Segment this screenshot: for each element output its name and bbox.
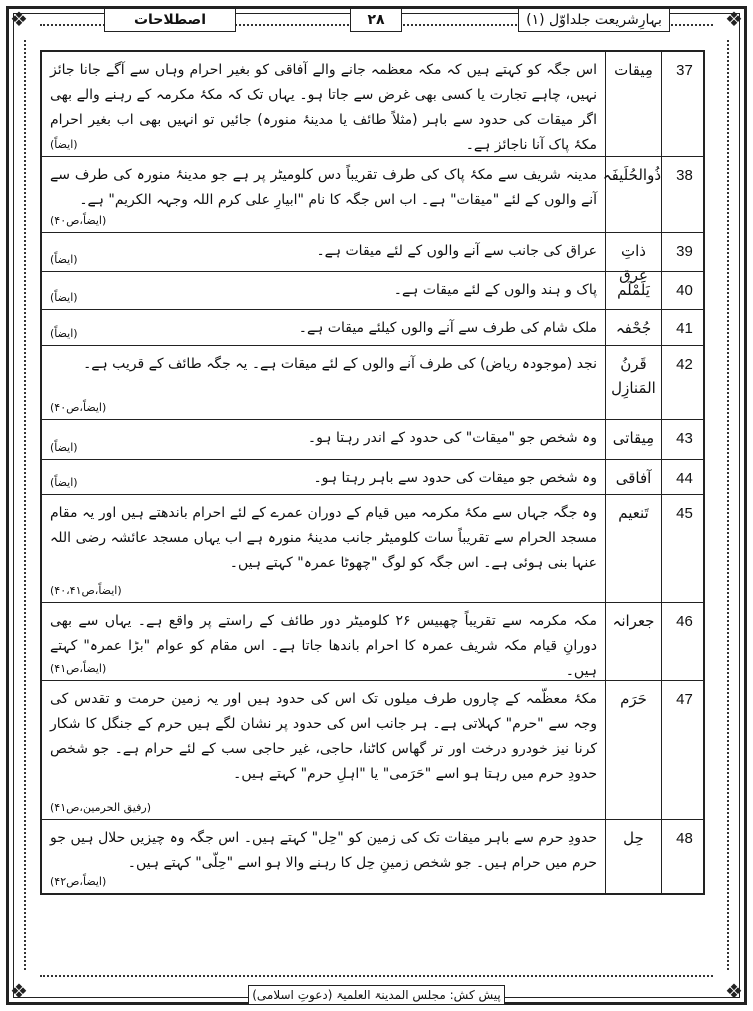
reference: (ایضاً)	[50, 291, 78, 304]
frame-dots-left	[24, 40, 26, 970]
row-number: 47	[661, 681, 707, 819]
table-row	[42, 602, 703, 680]
reference: (رفیق الحرمین،ص۴۱)	[50, 801, 151, 814]
row-number: 48	[661, 820, 707, 893]
row-number: 42	[661, 346, 707, 419]
row-number: 45	[661, 495, 707, 602]
table-row	[42, 680, 703, 819]
term-cell: یَلَمْلَم	[605, 272, 661, 309]
term-cell: ذاتِ عِرق	[605, 233, 661, 271]
reference: (ایضاً)	[50, 327, 78, 340]
row-number: 44	[661, 460, 707, 494]
definition-cell: وہ شخص جو "میقات" کی حدود کے اندر رہتا ہو۔	[307, 430, 597, 446]
row-number: 39	[661, 233, 707, 271]
term-cell: جُحْفہ	[605, 310, 661, 345]
reference: (ایضاً،ص۴۱)	[50, 662, 107, 675]
table-row	[42, 459, 703, 494]
row-number: 37	[661, 52, 707, 156]
frame-dots-bottom	[40, 975, 713, 977]
corner-ornament-icon: ❖	[725, 7, 743, 31]
definition-cell: وہ جگہ جہاں سے مکۂ مکرمہ میں قیام کے دوران عمرے کے لئے احرام باندھتے ہیں اور یہ مقام مسجد الحرام سے تقریباً سات کلومیٹر جانب مدینۂ منورہ ہے اب یہاں مسجد عائشہ رضی اللہ عنہا بنی ہوئی ہے۔ اس جگہ کو لوگ "چھوٹا عمرہ" کہتے ہیں۔	[50, 505, 597, 571]
term-cell: قَرنُ المَنازِل	[605, 346, 661, 419]
glossary-table	[40, 50, 705, 895]
definition-cell: ملک شام کی طرف سے آنے والوں کیلئے میقات ہے۔	[298, 320, 597, 336]
term-cell: حَرَم	[605, 681, 661, 819]
definition-cell: وہ شخص جو میقات کی حدود سے باہر رہتا ہو۔	[313, 470, 597, 486]
term-cell: ذُوالحُلَیفَہ	[605, 157, 661, 232]
section-title: اصطلاحات	[104, 8, 236, 32]
term-cell: تَنعیم	[605, 495, 661, 602]
reference: (ایضاً،ص۴۰)	[50, 401, 107, 414]
row-number: 41	[661, 310, 707, 345]
reference: (ایضاً،ص۴۲)	[50, 875, 107, 888]
definition-cell: مکہ مکرمہ سے تقریباً چھبیس ۲۶ کلومیٹر دور طائف کے راستے پر واقع ہے۔ یہاں سے بھی دورانِ قیام مکہ شریف عمرہ کا احرام باندھا جاتا ہے۔ اس مقام کو عوام "بڑا عمرہ" کہتے ہیں۔	[50, 613, 597, 679]
definition-cell: پاک و ہند والوں کے لئے میقات ہے۔	[393, 282, 597, 298]
definition-cell: نجد (موجودہ ریاض) کی طرف آنے والوں کے لئے میقات ہے۔ یہ جگہ طائف کے قریب ہے۔	[83, 356, 597, 372]
table-row	[42, 819, 703, 893]
row-number: 46	[661, 603, 707, 680]
term-cell: حِل	[605, 820, 661, 893]
definition-cell: حدودِ حرم سے باہر میقات تک کی زمین کو "حِل" کہتے ہیں۔ اس جگہ وہ چیزیں حلال ہیں جو حرم میں حرام ہیں۔ جو شخص زمینِ حِل کا رہنے والا ہو اسے "حِلّی" کہتے ہیں۔	[50, 830, 597, 871]
corner-ornament-icon: ❖	[10, 7, 28, 31]
table-row	[42, 271, 703, 309]
definition-cell: مدینہ شریف سے مکۂ پاک کی طرف تقریباً دس کلومیٹر پر ہے جو مدینۂ منورہ کی طرف سے آنے والوں کے لئے "میقات" ہے۔ اب اس جگہ کا نام "ابیارِ علی کرم اللہ وجہہ الکریم" ہے۔	[50, 167, 597, 208]
page-number: ۲۸	[350, 8, 402, 32]
reference: (ایضاً)	[50, 253, 78, 266]
term-cell: آفاقی	[605, 460, 661, 494]
reference: (ایضاً،ص۴۰،۴۱)	[50, 584, 122, 597]
term-cell: مِیقات	[605, 52, 661, 156]
term-cell: جعرانہ	[605, 603, 661, 680]
corner-ornament-icon: ❖	[725, 979, 743, 1003]
row-number: 43	[661, 420, 707, 459]
reference: (ایضاً)	[50, 138, 78, 151]
row-number: 38	[661, 157, 707, 232]
table-row	[42, 156, 703, 232]
reference: (ایضاً،ص۴۰)	[50, 214, 107, 227]
reference: (ایضاً)	[50, 441, 78, 454]
table-row	[42, 52, 703, 156]
table-row	[42, 309, 703, 345]
table-row	[42, 345, 703, 419]
term-cell: مِیقاتی	[605, 420, 661, 459]
book-title: بہارِشریعت جلداوّل (۱)	[518, 8, 670, 32]
table-row	[42, 494, 703, 602]
table-row	[42, 419, 703, 459]
definition-cell: مکۂ معظّمہ کے چاروں طرف میلوں تک اس کی حدود ہیں اور یہ زمین حرمت و تقدس کی وجہ سے "حرم" کہلاتی ہے۔ ہر جانب اس کی حدود پر نشان لگے ہیں حرم کے جنگل کا شکار کرنا نیز خودرو درخت اور تر گھاس کاٹنا، حاجی، غیر حاجی سب کے لئے حرام ہے۔ جو شخص حدودِ حرم میں رہتا ہو اسے "حَرَمی" یا "اہلِ حرم" کہتے ہیں۔	[50, 691, 597, 782]
corner-ornament-icon: ❖	[10, 979, 28, 1003]
table-row	[42, 232, 703, 284]
definition-cell: اس جگہ کو کہتے ہیں کہ مکہ معظمہ جانے والے آفاقی کو بغیر احرام وہاں سے آگے جانا جائز نہیں، چاہے تجارت یا کسی بھی غرض سے جاتا ہو۔ یہاں تک کہ مکۂ مکرمہ کے رہنے والے بھی اگر میقات کی حدود سے باہر (مثلاً طائف یا مدینۂ منورہ) جائیں تو انہیں بھی اب بغیر احرام مکۂ پاک آنا ناجائز ہے۔	[50, 62, 597, 153]
reference: (ایضاً)	[50, 476, 78, 489]
definition-cell: عراق کی جانب سے آنے والوں کے لئے میقات ہے۔	[316, 243, 597, 259]
frame-dots-right	[727, 40, 729, 970]
row-number: 40	[661, 272, 707, 309]
publisher-footer: پیش کش: مجلس المدینۃ العلمیۃ (دعوتِ اسلامی)	[248, 985, 505, 1005]
